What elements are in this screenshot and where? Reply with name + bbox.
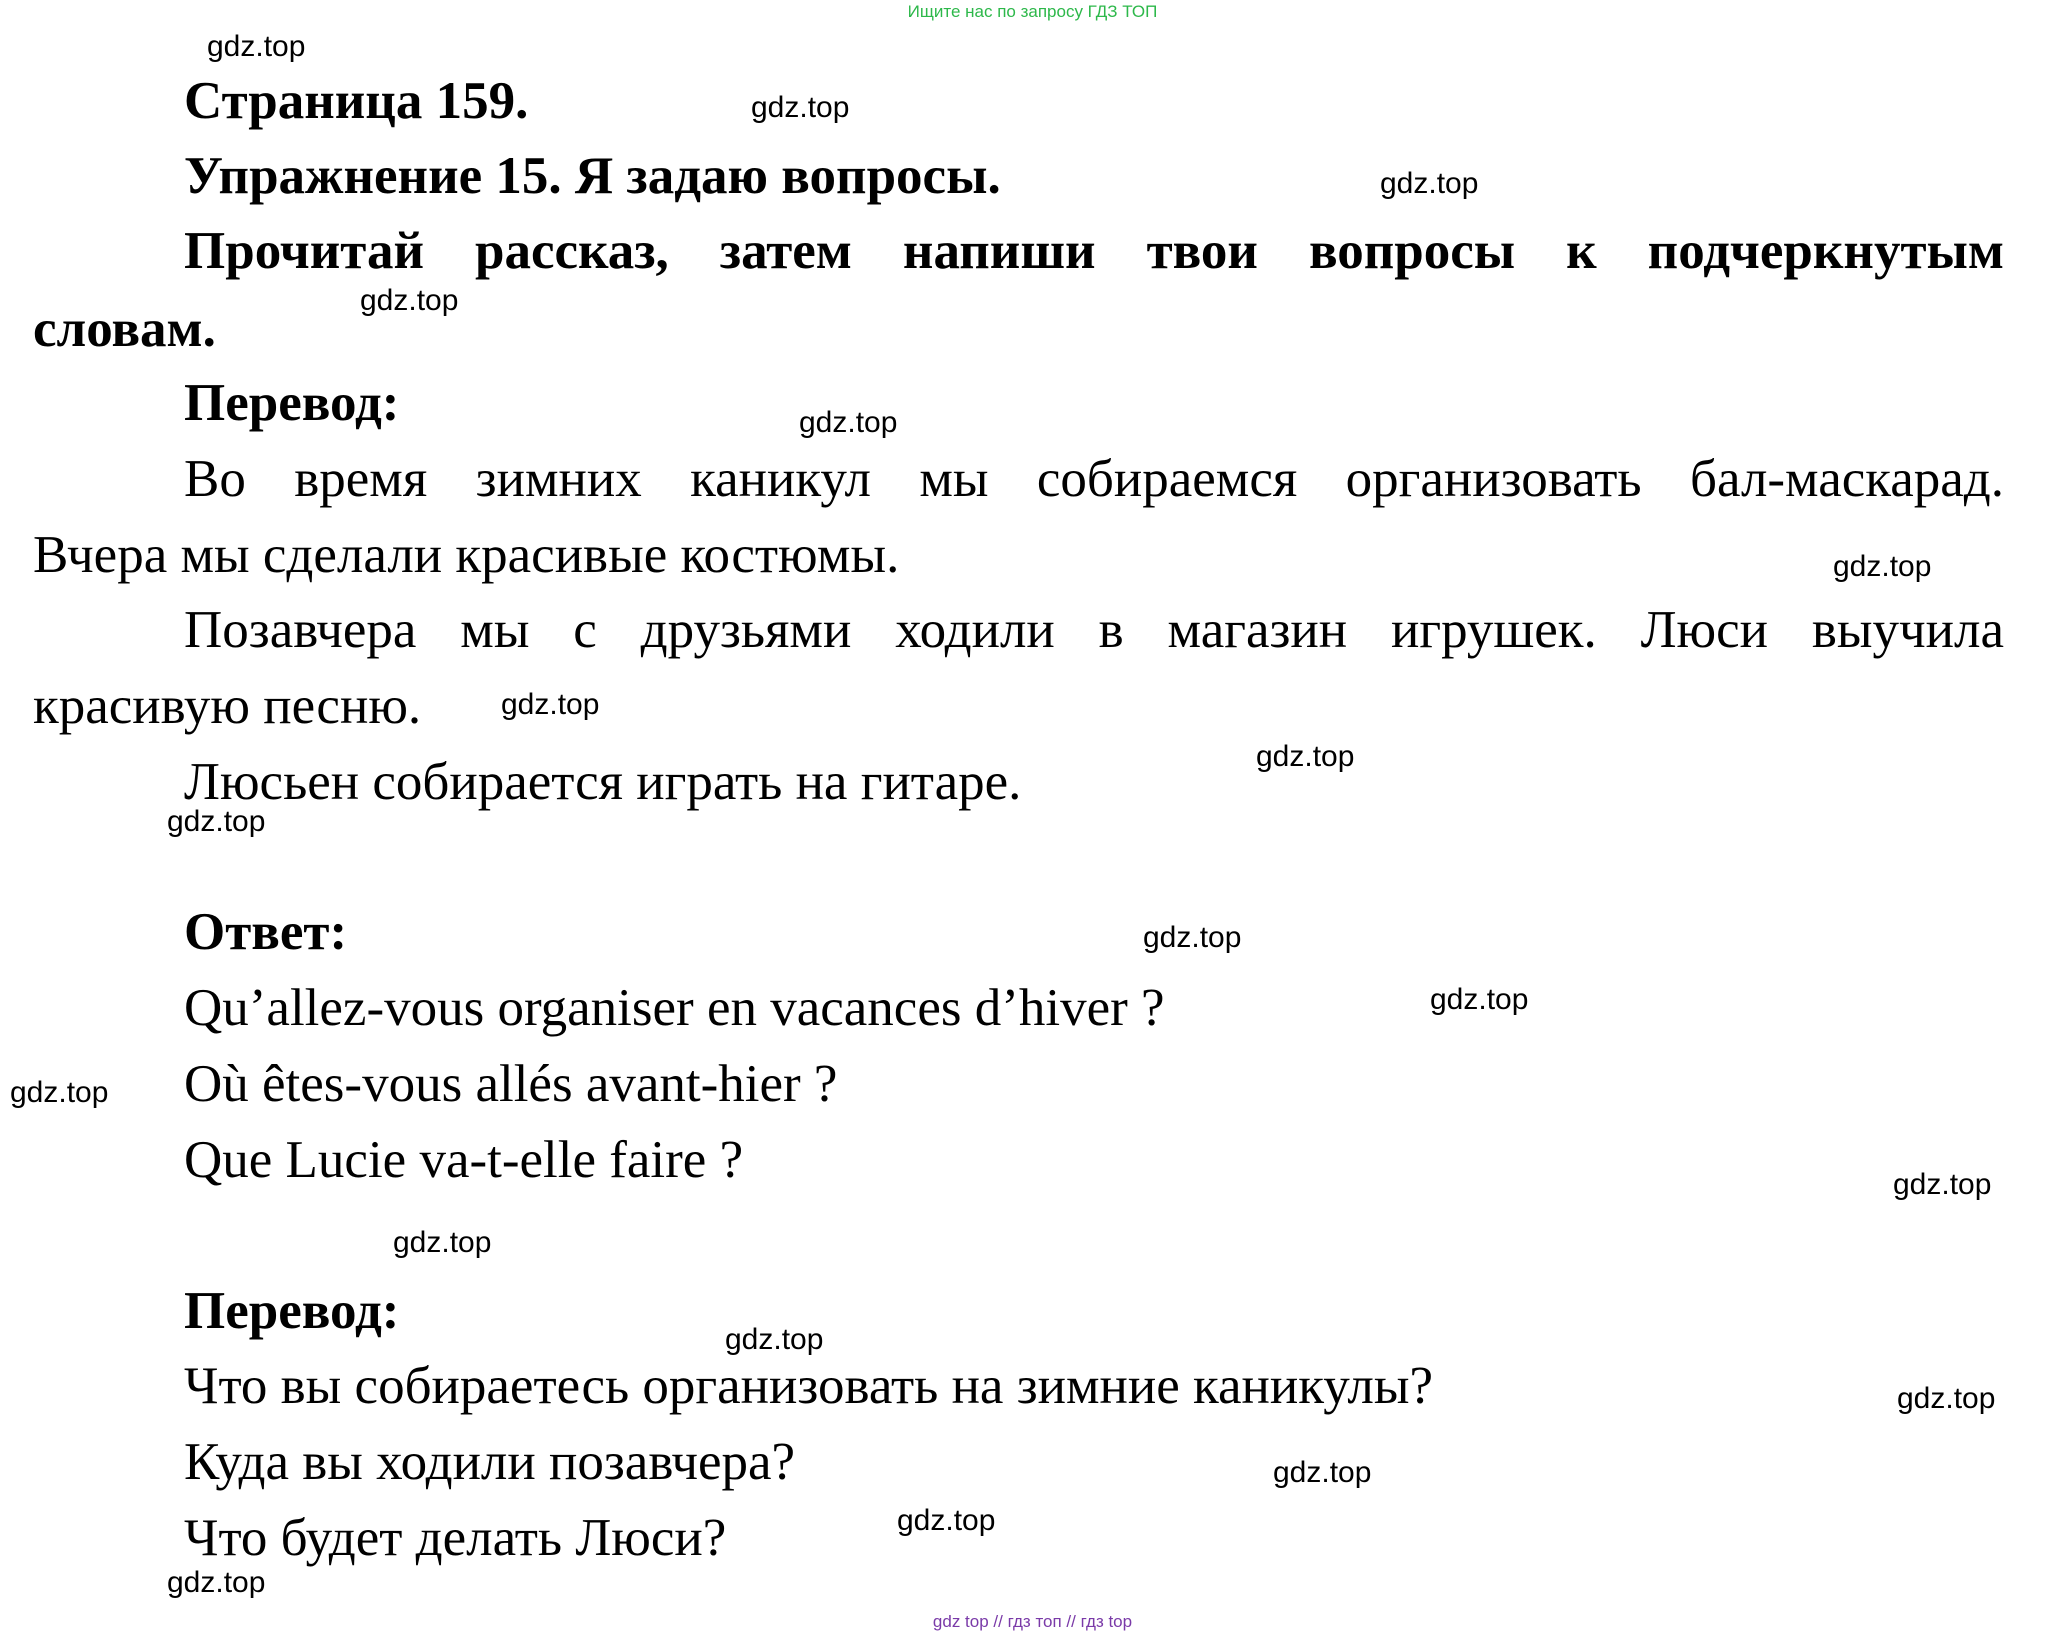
watermark: gdz.top xyxy=(751,91,850,124)
watermark: gdz.top xyxy=(360,284,459,317)
task-line-2: словам. xyxy=(33,300,216,358)
answer-label: Ответ: xyxy=(184,903,348,961)
answer-translation-1: Что вы собираетесь организовать на зимние каникулы? xyxy=(184,1357,1433,1415)
watermark: gdz.top xyxy=(10,1076,109,1109)
bottom-banner: gdz top // гдз топ // гдз top xyxy=(932,1612,1133,1631)
story-paragraph-1-line-2: Вчера мы сделали красивые костюмы. xyxy=(33,526,900,584)
answer-question-3: Que Lucie va-t-elle faire ? xyxy=(184,1131,744,1189)
watermark: gdz.top xyxy=(1273,1456,1372,1489)
task-line-1: Прочитай рассказ, затем напиши твои вопросы к подчеркнутым xyxy=(184,222,2004,280)
answer-translation-2: Куда вы ходили позавчера? xyxy=(184,1433,796,1491)
story-paragraph-3: Люсьен собирается играть на гитаре. xyxy=(184,753,1022,811)
watermark: gdz.top xyxy=(799,406,898,439)
watermark: gdz.top xyxy=(167,805,266,838)
answer-translation-3: Что будет делать Люси? xyxy=(184,1509,727,1567)
watermark: gdz.top xyxy=(1430,983,1529,1016)
watermark: gdz.top xyxy=(501,688,600,721)
watermark: gdz.top xyxy=(1897,1382,1996,1415)
watermark: gdz.top xyxy=(393,1226,492,1259)
answer-question-1: Qu’allez-vous organiser en vacances d’hiver ? xyxy=(184,979,1165,1037)
story-paragraph-2-line-2: красивую песню. xyxy=(33,677,422,735)
top-banner: Ищите нас по запросу ГДЗ ТОП xyxy=(907,2,1158,21)
watermark: gdz.top xyxy=(1893,1168,1992,1201)
watermark: gdz.top xyxy=(1380,167,1479,200)
watermark: gdz.top xyxy=(897,1504,996,1537)
answer-question-2: Où êtes-vous allés avant-hier ? xyxy=(184,1055,838,1113)
story-paragraph-1-line-1: Во время зимних каникул мы собираемся организовать бал-маскарад. xyxy=(184,450,2004,508)
watermark: gdz.top xyxy=(207,30,306,63)
answer-translation-label: Перевод: xyxy=(184,1282,400,1340)
exercise-title: Упражнение 15. Я задаю вопросы. xyxy=(184,147,1001,205)
watermark: gdz.top xyxy=(1833,550,1932,583)
page-title: Страница 159. xyxy=(184,72,529,130)
translation-label: Перевод: xyxy=(184,374,400,432)
story-paragraph-2-line-1: Позавчера мы с друзьями ходили в магазин игрушек. Люси выучила xyxy=(184,601,2004,659)
watermark: gdz.top xyxy=(167,1566,266,1599)
watermark: gdz.top xyxy=(725,1323,824,1356)
watermark: gdz.top xyxy=(1143,921,1242,954)
watermark: gdz.top xyxy=(1256,740,1355,773)
